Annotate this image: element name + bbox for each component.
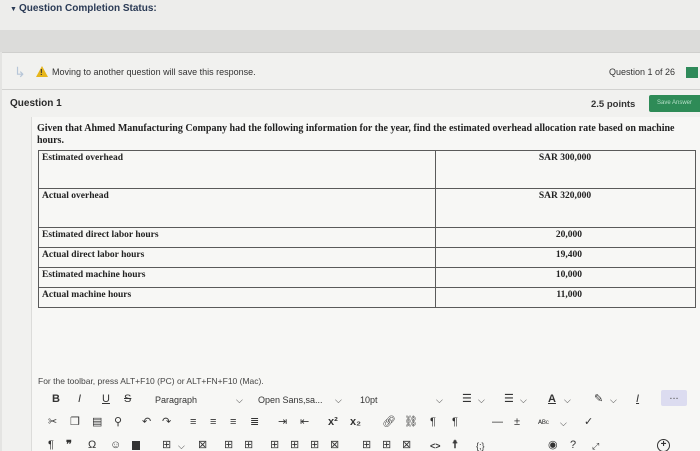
pilcrow-icon[interactable]: ¶ xyxy=(48,439,54,451)
row-value: 11,000 xyxy=(436,288,696,308)
progress-indicator xyxy=(686,67,698,78)
table-merge-icon[interactable]: ⊞ xyxy=(290,439,300,451)
superscript-button[interactable]: x² xyxy=(328,416,338,428)
chevron-down-icon[interactable]: ⌵ xyxy=(520,395,527,405)
chevron-down-icon[interactable]: ⌵ xyxy=(610,395,617,405)
italic-button[interactable]: I xyxy=(78,393,82,405)
table-row xyxy=(39,268,696,288)
highlight-icon[interactable]: ✎ xyxy=(594,393,604,405)
emoji-icon[interactable]: ☺ xyxy=(110,439,122,451)
spacer xyxy=(0,30,700,52)
align-justify-icon[interactable]: ≣ xyxy=(250,416,260,428)
search-icon[interactable]: ⚲ xyxy=(114,416,123,428)
copy-icon[interactable]: ❐ xyxy=(70,416,80,428)
caret-down-icon: ▼ xyxy=(10,6,17,13)
save-notice-text: Moving to another question will save this response. xyxy=(52,67,256,77)
outdent-icon[interactable]: ⇤ xyxy=(300,416,310,428)
table-row xyxy=(39,288,696,308)
status-label: Question Completion Status: xyxy=(18,3,157,14)
add-icon[interactable]: ± xyxy=(514,416,521,428)
table-row-icon[interactable]: ⊞ xyxy=(224,439,234,451)
row-value: 20,000 xyxy=(436,228,696,248)
chevron-down-icon[interactable]: ⌵ xyxy=(436,395,443,405)
fullscreen-icon[interactable]: ⤢ xyxy=(592,441,600,451)
question-title: Question 1 xyxy=(10,98,62,109)
warning-icon: ! xyxy=(36,66,48,77)
question-panel xyxy=(2,52,700,451)
row-value: SAR 300,000 xyxy=(436,151,696,189)
question-points: 2.5 points xyxy=(591,99,636,110)
table-row xyxy=(39,189,696,228)
table-remove-icon[interactable]: ⊠ xyxy=(402,439,412,451)
table-row xyxy=(39,151,696,189)
numbered-list-icon[interactable]: ☰ xyxy=(504,393,514,405)
row-label: Actual machine hours xyxy=(39,288,436,308)
help-icon[interactable]: ? xyxy=(570,439,577,451)
toolbar-row-1 xyxy=(38,390,698,410)
add-content-icon[interactable]: + xyxy=(657,439,670,451)
spellcheck-icon[interactable]: ᴬᴮᶜ xyxy=(538,418,549,428)
table-rows-icon[interactable]: ⊞ xyxy=(382,439,392,451)
link-icon[interactable]: 🔗︎ xyxy=(382,416,396,428)
font-size-select[interactable]: 10pt xyxy=(360,395,378,405)
unlink-icon[interactable]: ⛓ xyxy=(404,416,418,428)
table-icon[interactable]: ⊞ xyxy=(162,439,172,451)
return-arrow-icon: ↳ xyxy=(14,64,26,80)
indent-icon[interactable]: ⇥ xyxy=(278,416,288,428)
align-left-icon[interactable]: ≡ xyxy=(190,416,197,428)
bullet-list-icon[interactable]: ☰ xyxy=(462,393,472,405)
clear-format-icon[interactable]: I xyxy=(636,393,640,405)
bookmark-icon[interactable] xyxy=(132,441,140,450)
row-label: Actual direct labor hours xyxy=(39,248,436,268)
blockquote-icon[interactable]: ❞ xyxy=(66,439,72,451)
checkmark-icon[interactable]: ✓ xyxy=(584,416,594,428)
row-value: 10,000 xyxy=(436,268,696,288)
row-value: SAR 320,000 xyxy=(436,189,696,228)
save-notice xyxy=(2,63,700,85)
paragraph-select[interactable]: Paragraph xyxy=(155,395,198,405)
chevron-down-icon[interactable]: ⌵ xyxy=(560,418,567,428)
align-right-icon[interactable]: ≡ xyxy=(230,416,237,428)
cut-icon[interactable]: ✂ xyxy=(48,416,58,428)
underline-button[interactable]: U xyxy=(102,393,110,405)
toolbar-row-3 xyxy=(38,436,698,451)
row-label: Estimated direct labor hours xyxy=(39,228,436,248)
table-split-icon[interactable]: ⊞ xyxy=(310,439,320,451)
more-button[interactable]: ... xyxy=(661,390,687,406)
row-label: Estimated machine hours xyxy=(39,268,436,288)
code-icon[interactable]: <> xyxy=(430,441,441,451)
table-row xyxy=(39,248,696,268)
subscript-button[interactable]: x₂ xyxy=(350,416,362,428)
table-cell-icon[interactable]: ⊠ xyxy=(330,439,340,451)
divider xyxy=(2,89,700,90)
table-props-icon[interactable]: ⊞ xyxy=(362,439,372,451)
chevron-down-icon[interactable]: ⌵ xyxy=(178,441,185,451)
toolbar-row-2 xyxy=(38,413,698,433)
chevron-down-icon[interactable]: ⌵ xyxy=(564,395,571,405)
paragraph-ltr-icon[interactable]: ¶ xyxy=(430,416,436,428)
table-delete-icon[interactable]: ⊠ xyxy=(198,439,208,451)
font-family-select[interactable]: Open Sans,sa... xyxy=(258,395,323,405)
question-counter: Question 1 of 26 xyxy=(609,67,676,77)
editor-toolbar xyxy=(38,390,698,451)
save-answer-button[interactable]: Save Answer xyxy=(649,95,700,112)
data-table xyxy=(38,150,696,308)
preview-icon[interactable]: ◉ xyxy=(548,439,558,451)
redo-icon[interactable]: ↷ xyxy=(162,416,172,428)
table-col-icon[interactable]: ⊞ xyxy=(244,439,254,451)
row-label: Estimated overhead xyxy=(39,151,436,189)
table-row xyxy=(39,228,696,248)
top-bar xyxy=(0,0,700,30)
math-icon[interactable]: {;} xyxy=(476,441,485,451)
paragraph-rtl-icon[interactable]: ¶ xyxy=(452,416,458,428)
row-value: 19,400 xyxy=(436,248,696,268)
text-color-icon[interactable]: A xyxy=(548,393,556,405)
paste-icon[interactable]: ▤ xyxy=(92,416,103,428)
horizontal-line-icon[interactable]: — xyxy=(492,416,503,428)
align-center-icon[interactable]: ≡ xyxy=(210,416,217,428)
toolbar-help-text: For the toolbar, press ALT+F10 (PC) or ALT+FN+F10 (Mac). xyxy=(38,376,264,386)
table-insert-icon[interactable]: ⊞ xyxy=(270,439,280,451)
question-content xyxy=(31,117,700,451)
row-label: Actual overhead xyxy=(39,189,436,228)
omega-icon[interactable]: Ω xyxy=(88,439,97,451)
chevron-down-icon[interactable]: ⌵ xyxy=(478,395,485,405)
strikethrough-button[interactable]: S xyxy=(124,393,132,405)
bold-button[interactable]: B xyxy=(52,393,60,405)
undo-icon[interactable]: ↶ xyxy=(142,416,152,428)
chevron-down-icon[interactable]: ⌵ xyxy=(236,395,243,405)
chevron-down-icon[interactable]: ⌵ xyxy=(335,395,342,405)
question-status-toggle[interactable] xyxy=(10,3,157,14)
question-text: Given that Ahmed Manufacturing Company had the following information for the year, find the estimated overhead allocation rate based on machine hours. xyxy=(37,123,675,146)
accessibility-icon[interactable]: ☨ xyxy=(452,439,458,451)
